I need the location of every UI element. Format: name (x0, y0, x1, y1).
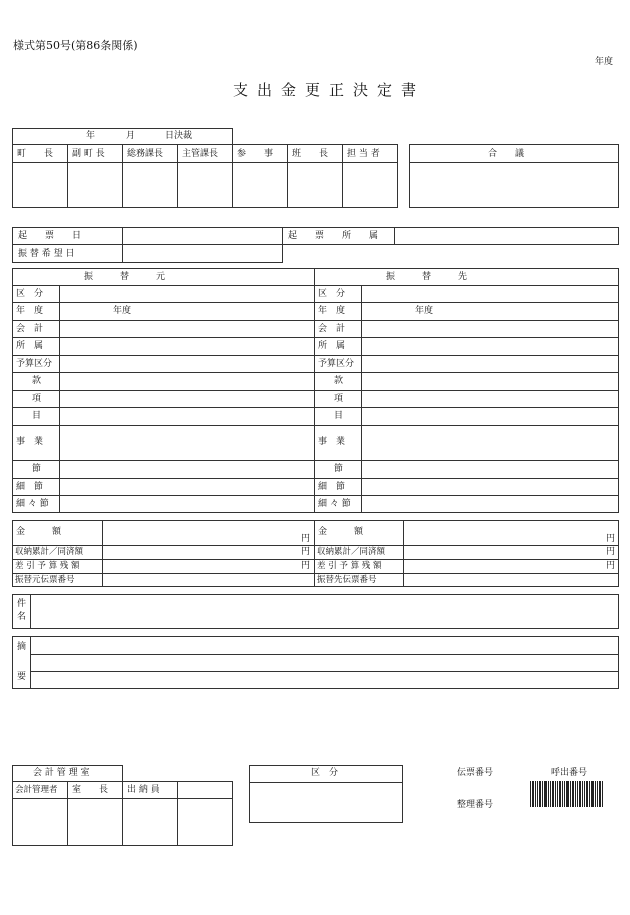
source-slip-label: 振替元伝票番号 (15, 575, 75, 585)
dst-row-project: 事 業 (318, 437, 346, 447)
summary-label-2: 要 (17, 672, 27, 682)
page-title: 支出金更正決定書 (233, 81, 426, 99)
dst-row-saisetsu: 細 節 (318, 482, 346, 492)
dst-row-setsu: 節 (334, 464, 344, 474)
src-cumulative-label: 収納累計／同済額 (15, 547, 84, 557)
dst-row-account: 会 計 (318, 324, 346, 334)
src-row-kou: 項 (32, 394, 42, 404)
draft-dept-label: 起 票 所 属 (288, 231, 379, 241)
src-amount-yen: 円 (301, 534, 311, 544)
decision-month: 月 (126, 131, 136, 141)
src-row-budget: 予算区分 (16, 359, 53, 369)
src-cumulative-yen: 円 (301, 547, 311, 557)
summary-label-1: 摘 (17, 642, 27, 652)
transfer-wish-date-label: 振 替 希 望 日 (18, 249, 75, 259)
role-staff: 担 当 者 (347, 149, 380, 159)
role-section-chief: 主管課長 (182, 149, 219, 159)
decision-day: 日決裁 (165, 131, 193, 141)
dst-fiscal-year: 年度 (415, 306, 434, 316)
dst-balance-yen: 円 (606, 561, 616, 571)
role-general-affairs: 総務課長 (127, 149, 164, 159)
src-row-saisetsu: 細 節 (16, 482, 44, 492)
src-row-setsu: 節 (32, 464, 42, 474)
role-mayor: 町 長 (17, 149, 54, 159)
src-fiscal-year: 年度 (113, 306, 132, 316)
src-balance-yen: 円 (301, 561, 311, 571)
subject-label-2: 名 (17, 612, 27, 622)
subject-label-1: 件 (17, 599, 27, 609)
dst-amount-label: 金 額 (318, 527, 364, 537)
dest-slip-label: 振替先伝票番号 (317, 575, 377, 585)
role-accounting-manager: 会計管理者 (15, 785, 58, 795)
src-row-moku: 目 (32, 411, 42, 421)
dest-header: 振 替 先 (386, 272, 468, 282)
dst-row-dept: 所 属 (318, 341, 346, 351)
src-row-saisaisetsu: 細 々 節 (16, 499, 49, 509)
call-number-label: 呼出番号 (551, 768, 588, 778)
ref-number-label: 整理番号 (457, 800, 494, 810)
accounting-office-label: 会 計 管 理 室 (33, 768, 90, 778)
dst-cumulative-yen: 円 (606, 547, 616, 557)
src-amount-label: 金 額 (16, 527, 62, 537)
year-label: 年度 (595, 57, 614, 67)
dst-row-kan: 款 (334, 376, 344, 386)
dst-row-year: 年 度 (318, 306, 346, 316)
src-row-year: 年 度 (16, 306, 44, 316)
dst-amount-yen: 円 (606, 534, 616, 544)
barcode-image (530, 781, 612, 807)
source-header: 振 替 元 (84, 272, 166, 282)
dst-row-category: 区 分 (318, 289, 346, 299)
dst-row-kou: 項 (334, 394, 344, 404)
role-deputy-mayor: 副 町 長 (72, 149, 105, 159)
role-cashier: 出 納 員 (127, 785, 160, 795)
draft-date-label: 起 票 日 (18, 231, 82, 241)
dst-cumulative-label: 収納累計／同済額 (317, 547, 386, 557)
role-team-leader: 班 長 (292, 149, 329, 159)
consult-label: 合 議 (488, 149, 525, 159)
form-number: 様式第50号(第86条関係) (13, 39, 138, 52)
src-row-project: 事 業 (16, 437, 44, 447)
src-row-account: 会 計 (16, 324, 44, 334)
dst-row-budget: 予算区分 (318, 359, 355, 369)
role-councilor: 参 事 (237, 149, 274, 159)
category-label: 区 分 (311, 768, 339, 778)
src-row-kan: 款 (32, 376, 42, 386)
slip-number-label: 伝票番号 (457, 768, 494, 778)
dst-balance-label: 差 引 予 算 残 額 (317, 561, 382, 571)
src-row-category: 区 分 (16, 289, 44, 299)
decision-year: 年 (86, 131, 96, 141)
dst-row-moku: 目 (334, 411, 344, 421)
src-balance-label: 差 引 予 算 残 額 (15, 561, 80, 571)
role-office-chief: 室 長 (72, 785, 109, 795)
dst-row-saisaisetsu: 細 々 節 (318, 499, 351, 509)
src-row-dept: 所 属 (16, 341, 44, 351)
